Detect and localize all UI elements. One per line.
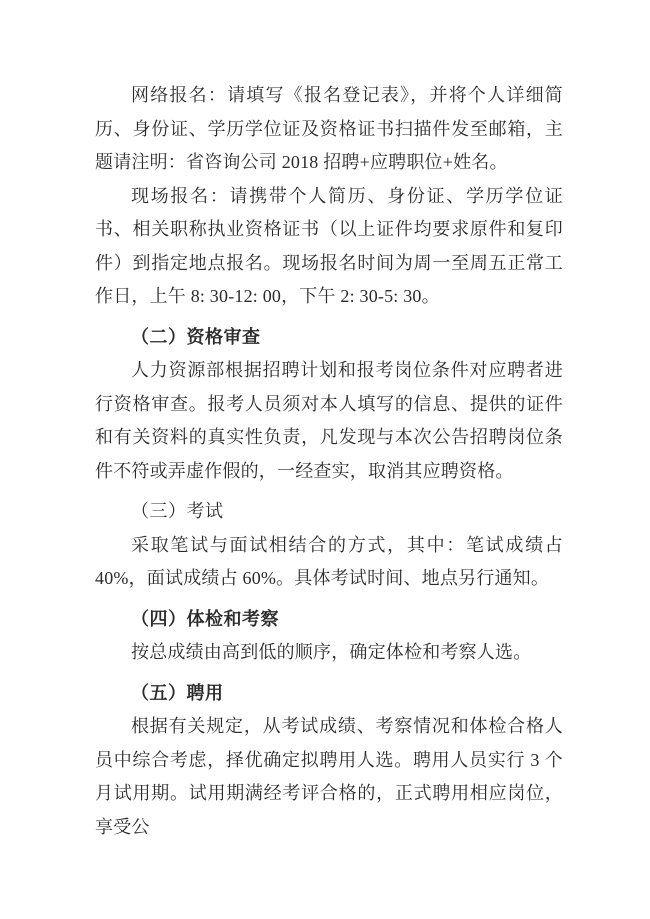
paragraph-physical-and-inspection: 按总成绩由高到低的顺序，确定体检和考察人选。	[131, 642, 532, 662]
paragraph-examination: 采取笔试与面试相结合的方式，其中：笔试成绩占 40%，面试成绩占 60%。具体考试时间、地点另行通知。	[95, 534, 563, 588]
section-heading-qualification-review: （二）资格审查	[131, 326, 261, 347]
section-heading-physical-and-inspection: （四）体检和考察	[131, 608, 279, 629]
section-heading-examination: （三）考试	[131, 501, 224, 521]
paragraph-online-registration: 网络报名：请填写《报名登记表》，并将个人详细简历、身份证、学历学位证及资格证书扫描件发至邮箱，主题请注明：省咨询公司 2018 招聘+应聘职位+姓名。	[95, 85, 563, 172]
paragraph-employment: 根据有关规定，从考试成绩、考察情况和体检合格人员中综合考虑，择优确定拟聘用人选。聘用人员实行 3 个月试用期。试用期满经考评合格的，正式聘用相应岗位，享受公	[95, 716, 563, 837]
paragraph-onsite-registration: 现场报名：请携带个人简历、身份证、学历学位证书、相关职称执业资格证书（以上证件均要求原件和复印件）到指定地点报名。现场报名时间为周一至周五正常工作日，上午 8: 30-12: 00，下午 2: 30-5: 30。	[95, 185, 563, 306]
section-heading-employment: （五）聘用	[131, 682, 224, 703]
paragraph-qualification-review: 人力资源部根据招聘计划和报考岗位条件对应聘者进行资格审查。报考人员须对本人填写的信息、提供的证件和有关资料的真实性负责，凡发现与本次公告招聘岗位条件不符或弄虚作假的，一经查实，取消其应聘资格。	[95, 360, 563, 481]
